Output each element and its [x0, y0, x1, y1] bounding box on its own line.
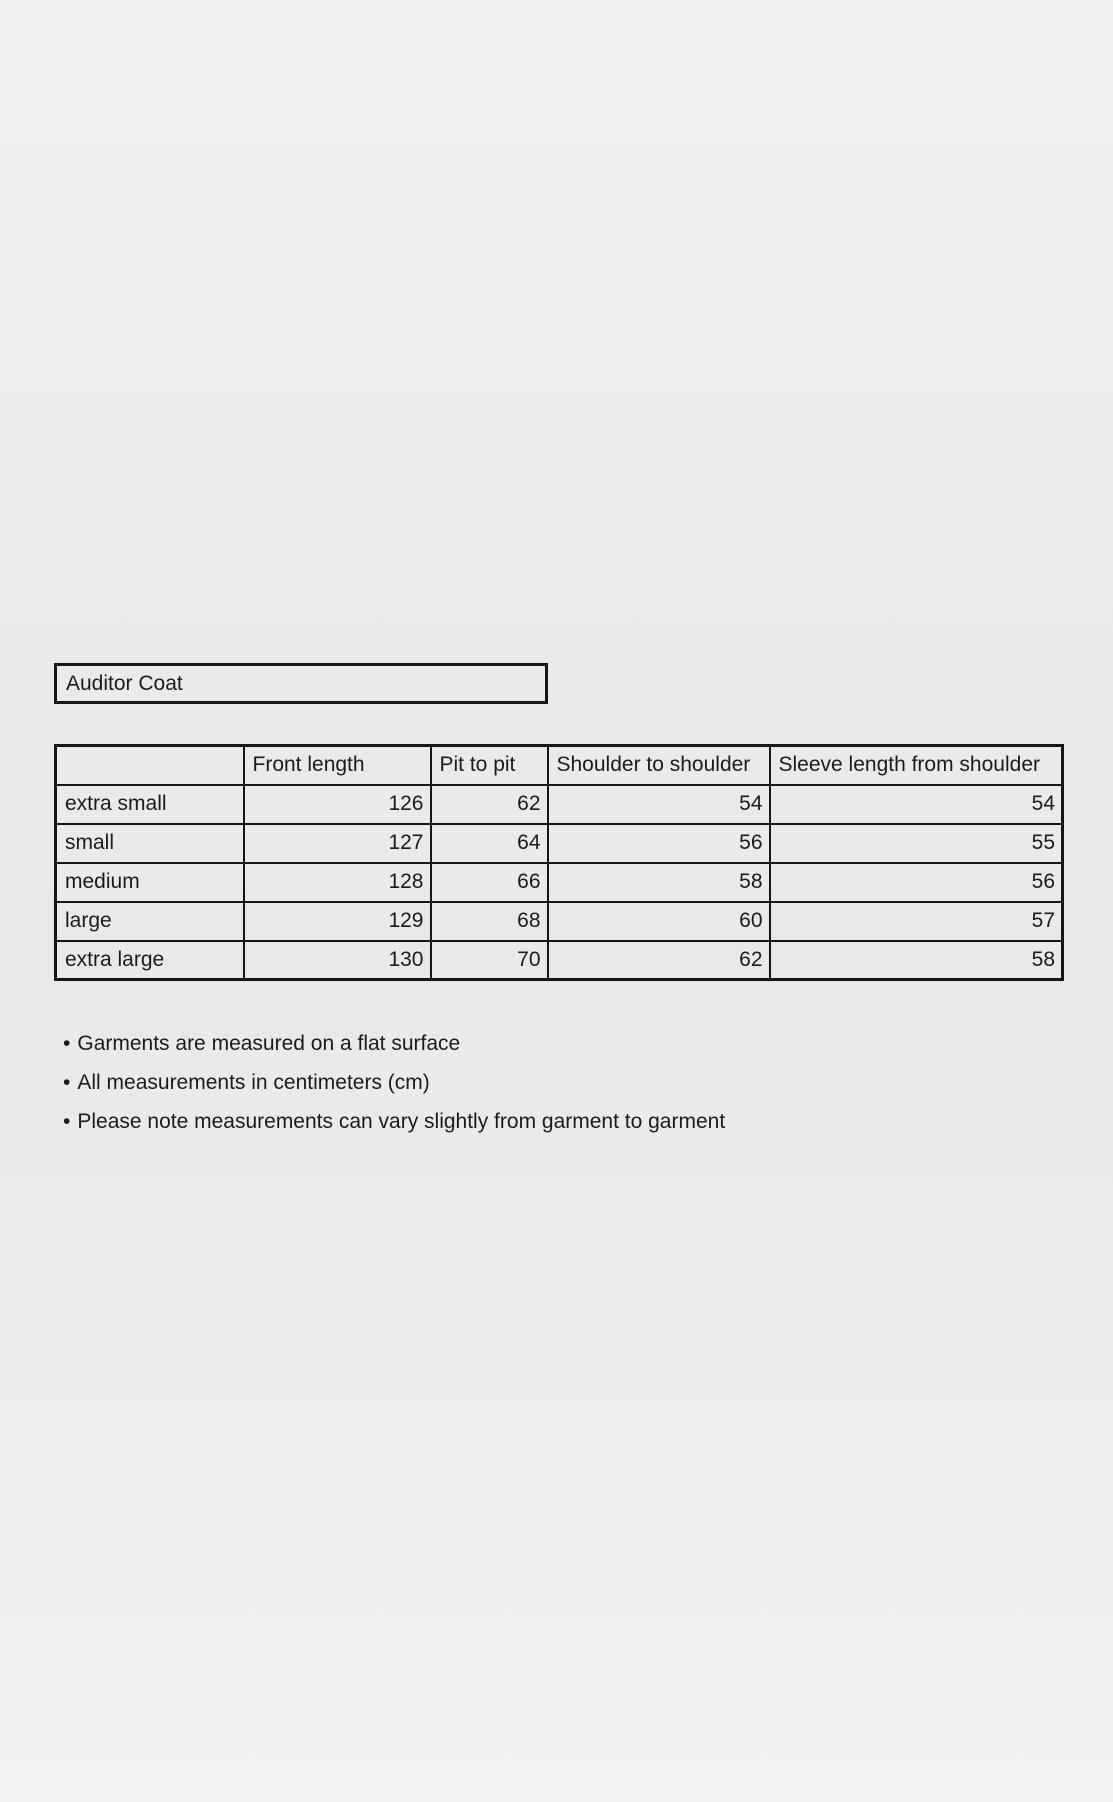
- measurement-cell: 55: [770, 824, 1063, 863]
- size-chart-row: [56, 785, 1063, 824]
- measurement-cell: 126: [244, 785, 431, 824]
- size-chart-row: [56, 863, 1063, 902]
- measurement-notes: [63, 1024, 725, 1141]
- header-cell-pit-to-pit: Pit to pit: [431, 746, 548, 785]
- measurement-cell: 130: [244, 941, 431, 980]
- size-chart-row: [56, 902, 1063, 941]
- bullet-icon: •: [63, 1110, 71, 1133]
- measurement-cell: 56: [770, 863, 1063, 902]
- size-chart-table: [54, 744, 1064, 981]
- size-name-cell: extra large: [56, 941, 244, 980]
- measurement-cell: 129: [244, 902, 431, 941]
- size-name-cell: extra small: [56, 785, 244, 824]
- bullet-icon: •: [63, 1071, 71, 1094]
- header-cell-sleeve-length: Sleeve length from shoulder: [770, 746, 1063, 785]
- measurement-cell: 68: [431, 902, 548, 941]
- measurement-cell: 127: [244, 824, 431, 863]
- measurement-cell: 54: [770, 785, 1063, 824]
- size-name-cell: large: [56, 902, 244, 941]
- measurement-cell: 60: [548, 902, 770, 941]
- measurement-cell: 56: [548, 824, 770, 863]
- measurement-cell: 62: [431, 785, 548, 824]
- note-line: [63, 1063, 725, 1102]
- note-line: [63, 1024, 725, 1063]
- measurement-cell: 66: [431, 863, 548, 902]
- note-text: All measurements in centimeters (cm): [77, 1071, 430, 1094]
- product-title: Auditor Coat: [66, 672, 183, 695]
- size-chart-row: [56, 941, 1063, 980]
- header-cell-shoulder-to-shoulder: Shoulder to shoulder: [548, 746, 770, 785]
- size-name-cell: small: [56, 824, 244, 863]
- measurement-cell: 58: [548, 863, 770, 902]
- note-text: Garments are measured on a flat surface: [77, 1032, 461, 1055]
- note-line: [63, 1102, 725, 1141]
- measurement-cell: 128: [244, 863, 431, 902]
- product-title-box: [54, 663, 548, 704]
- header-cell-size: [56, 746, 244, 785]
- measurement-cell: 62: [548, 941, 770, 980]
- measurement-cell: 70: [431, 941, 548, 980]
- size-name-cell: medium: [56, 863, 244, 902]
- measurement-cell: 64: [431, 824, 548, 863]
- bullet-icon: •: [63, 1032, 71, 1055]
- size-chart-body: [56, 785, 1063, 980]
- measurement-cell: 57: [770, 902, 1063, 941]
- size-chart-row: [56, 824, 1063, 863]
- measurement-cell: 54: [548, 785, 770, 824]
- note-text: Please note measurements can vary slightly from garment to garment: [77, 1110, 726, 1133]
- measurement-cell: 58: [770, 941, 1063, 980]
- size-chart-header-row: [56, 746, 1063, 785]
- header-cell-front-length: Front length: [244, 746, 431, 785]
